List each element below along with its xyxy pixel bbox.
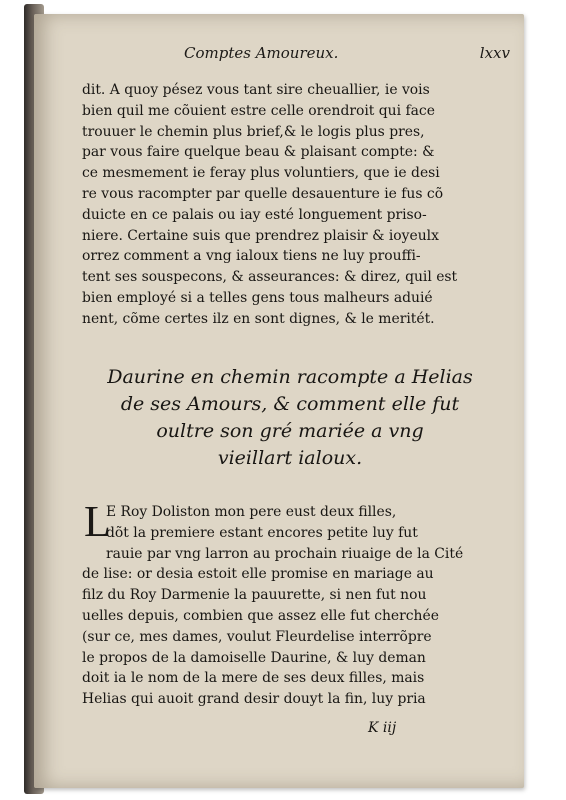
signature-mark: K iij <box>368 720 397 736</box>
text-line: ce mesmement ie feray plus voluntiers, que ie desi <box>82 165 440 182</box>
text-line: dit. A quoy pésez vous tant sire cheuallier, ie vois <box>82 82 430 98</box>
heading-line: vieillart ialoux. <box>217 447 363 469</box>
text-line: duicte en ce palais ou iay esté longuement priso- <box>82 206 427 223</box>
text-line: uelles depuis, combien que assez elle fut cherchée <box>82 607 439 624</box>
folio-number: lxxv <box>479 44 510 62</box>
text-line: niere. Certaine suis que prendrez plaisir & ioyeulx <box>82 227 439 244</box>
text-line: par vous faire quelque beau & plaisant compte: & <box>82 144 435 161</box>
text-line: orrez comment a vng ialoux tiens ne luy prouffi- <box>82 248 421 265</box>
text-line: dõt la premiere estant encores petite luy fut <box>106 524 418 541</box>
text-line: le propos de la damoiselle Daurine, & luy deman <box>82 649 426 666</box>
text-line: (sur ce, mes dames, voulut Fleurdelise interrõpre <box>82 628 432 645</box>
page-header <box>150 44 510 68</box>
drop-cap-initial: L <box>84 497 111 546</box>
text-line: rauie par vng larron au prochain riuaige de la Cité <box>106 545 464 562</box>
text-line: doit ia le nom de la mere de ses deux filles, mais <box>82 670 425 687</box>
paragraph-1 <box>82 80 487 330</box>
text-line: de lise: or desia estoit elle promise en mariage au <box>82 566 434 583</box>
section-heading <box>70 364 510 472</box>
text-line: bien employé si a telles gens tous malheurs aduié <box>82 289 433 306</box>
text-line: Helias qui auoit grand desir douyt la fin, luy pria <box>82 691 426 708</box>
text-line: bien quil me cõuient estre celle orendroit qui face <box>82 102 435 119</box>
heading-line: oultre son gré mariée a vng <box>156 420 424 442</box>
running-title: Comptes Amoureux. <box>184 44 339 62</box>
text-line: nent, cõme certes ilz en sont dignes, & le meritét. <box>82 310 435 327</box>
paragraph-2 <box>82 497 487 710</box>
text-line: tent ses souspecons, & asseurances: & direz, quil est <box>82 269 458 286</box>
text-line: re vous racompter par quelle desauenture ie fus cõ <box>82 185 444 202</box>
heading-line: de ses Amours, & comment elle fut <box>120 393 460 415</box>
text-line: filz du Roy Darmenie la pauurette, si nen fut nou <box>82 587 427 604</box>
heading-line: Daurine en chemin racompte a Helias <box>107 366 473 388</box>
text-line: E Roy Doliston mon pere eust deux filles, <box>106 504 397 520</box>
text-line: trouuer le chemin plus brief,& le logis plus pres, <box>82 123 425 140</box>
